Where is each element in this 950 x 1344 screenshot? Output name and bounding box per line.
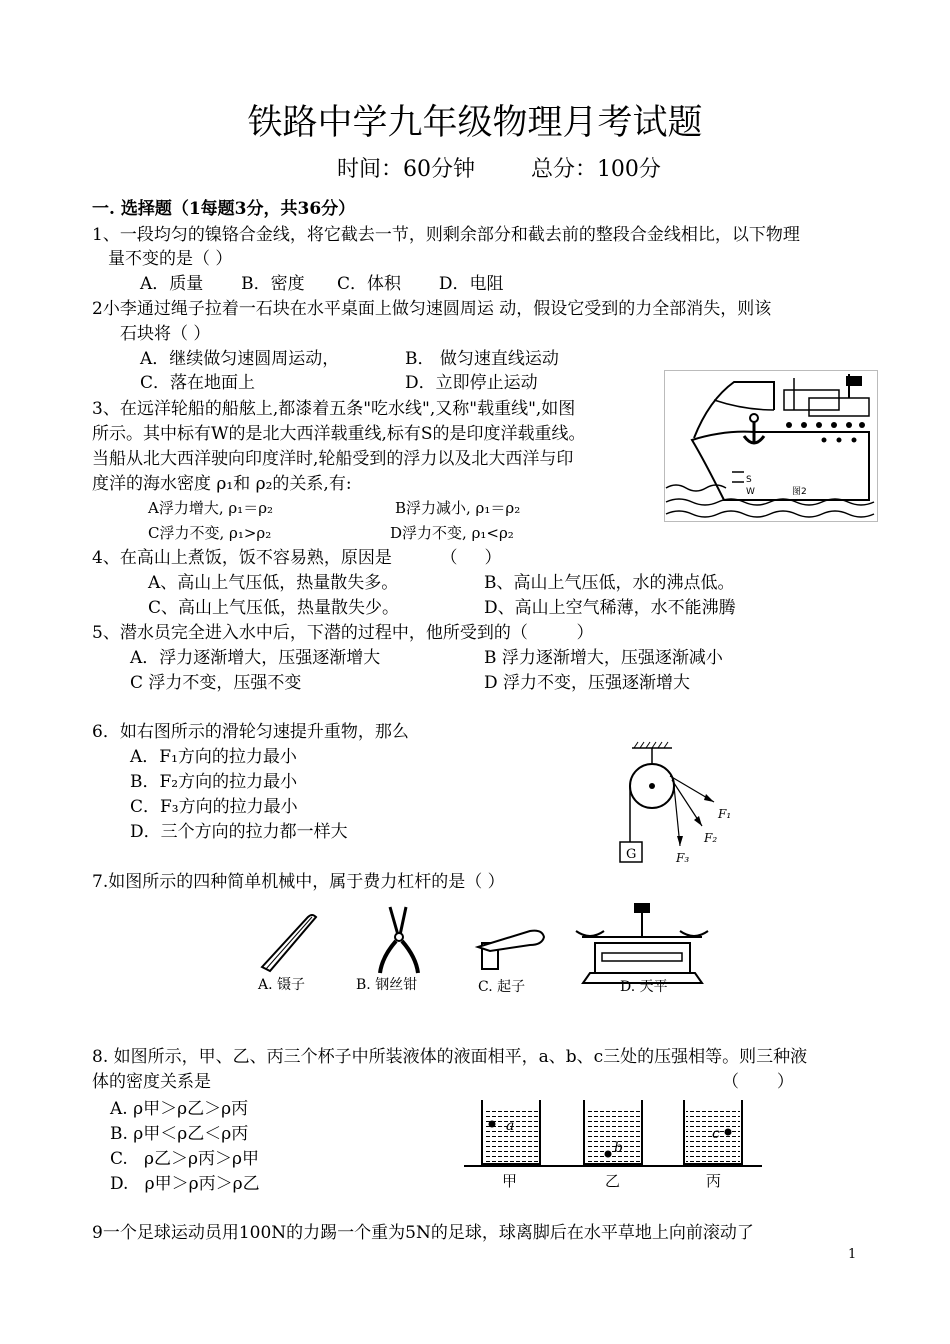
q4-option-b: B、高山上气压低，水的沸点低。 bbox=[484, 573, 735, 593]
load-line-s: S bbox=[746, 475, 752, 485]
q2-line1: 2小李通过绳子拉着一石块在水平桌面上做匀速圆周运 动，假设它受到的力全部消失，则该 bbox=[92, 299, 772, 319]
q8-option-a: A. ρ甲＞ρ乙＞ρ丙 bbox=[110, 1099, 249, 1119]
q3-line3: 当船从北大西洋驶向印度洋时,轮船受到的浮力以及北大西洋与印 bbox=[92, 449, 574, 469]
q5-line1: 5、潜水员完全进入水中后，下潜的过程中，他所受到的（ ） bbox=[92, 623, 594, 643]
q5-option-c: C 浮力不变，压强不变 bbox=[130, 673, 302, 693]
q6-option-c: C．F₃方向的拉力最小 bbox=[130, 797, 298, 817]
load-line-w: W bbox=[746, 487, 755, 497]
q4-option-a: A、高山上气压低，热量散失多。 bbox=[148, 573, 399, 593]
page-title: 铁路中学九年级物理月考试题 bbox=[247, 103, 703, 143]
q4-option-d: D、高山上空气稀薄，水不能沸腾 bbox=[484, 598, 736, 618]
force-f2: F₂ bbox=[704, 831, 718, 845]
q3-line1: 3、在远洋轮船的船舷上,都漆着五条"吃水线",又称"载重线",如图 bbox=[92, 399, 576, 419]
ship-figure bbox=[664, 370, 878, 522]
q8-answer-blank: （ ） bbox=[722, 1072, 794, 1092]
pulley-figure bbox=[610, 738, 750, 873]
q3-option-c: C浮力不变, ρ₁>ρ₂ bbox=[148, 524, 272, 542]
q8-option-c: C. ρ乙＞ρ丙＞ρ甲 bbox=[110, 1149, 259, 1169]
machine-b-label: B. 钢丝钳 bbox=[356, 977, 418, 993]
point-c: c bbox=[712, 1126, 720, 1142]
point-b: b bbox=[614, 1140, 623, 1156]
q9-line1: 9一个足球运动员用100N的力踢一个重为5N的足球，球离脚后在水平草地上向前滚动了 bbox=[92, 1223, 754, 1243]
q5-option-d: D 浮力不变，压强逐渐增大 bbox=[484, 673, 691, 693]
machines-figure bbox=[250, 895, 720, 1000]
q3-line4: 度洋的海水密度 ρ₁和 ρ₂的关系,有: bbox=[92, 474, 352, 494]
machine-c-label: C. 起子 bbox=[478, 979, 526, 995]
q4-option-c: C、高山上气压低，热量散失少。 bbox=[148, 598, 400, 618]
figure-label: 图2 bbox=[792, 487, 807, 497]
cups-figure bbox=[462, 1094, 764, 1194]
q6-option-d: D．三个方向的拉力都一样大 bbox=[130, 822, 348, 842]
q1-line1: 1、一段均匀的镍铬合金线，将它截去一节，则剩余部分和截去前的整段合金线相比，以下物理 bbox=[92, 225, 800, 245]
cup-yi-label: 乙 bbox=[605, 1172, 621, 1190]
q2-line2: 石块将（ ） bbox=[120, 324, 211, 344]
q2-option-c: C．落在地面上 bbox=[140, 373, 256, 393]
q6-option-a: A．F₁方向的拉力最小 bbox=[130, 747, 297, 767]
weight-g: G bbox=[626, 847, 637, 862]
force-f1: F₁ bbox=[718, 807, 732, 821]
q3-option-b: B浮力减小, ρ₁＝ρ₂ bbox=[395, 499, 521, 517]
point-a: a bbox=[506, 1118, 515, 1134]
q6-option-b: B．F₂方向的拉力最小 bbox=[130, 772, 298, 792]
q8-line2: 体的密度关系是 bbox=[92, 1072, 211, 1092]
section-heading: 一. 选择题（1每题3分，共36分） bbox=[92, 199, 356, 219]
q8-line1: 8. 如图所示，甲、乙、丙三个杯子中所装液体的液面相平，a、b、c三处的压强相等。则三种液 bbox=[92, 1047, 808, 1067]
q1-line2: 量不变的是（ ） bbox=[108, 249, 233, 269]
q4-line1: 4、在高山上煮饭，饭不容易熟，原因是 （ ） bbox=[92, 548, 502, 568]
q1-options: A．质量 B．密度 C．体积 D．电阻 bbox=[140, 274, 504, 294]
q2-option-a: A．继续做匀速圆周运动， bbox=[140, 349, 340, 369]
q3-option-d: D浮力不变, ρ₁<ρ₂ bbox=[390, 524, 514, 542]
exam-info: 时间：60分钟 总分：100分 bbox=[337, 157, 661, 182]
q3-line2: 所示。其中标有W的是北大西洋载重线,标有S的是印度洋载重线。 bbox=[92, 424, 586, 444]
cup-jia-label: 甲 bbox=[502, 1172, 518, 1190]
q2-option-d: D．立即停止运动 bbox=[405, 373, 538, 393]
page-number: 1 bbox=[848, 1247, 857, 1262]
q7-line1: 7.如图所示的四种简单机械中，属于费力杠杆的是（ ） bbox=[92, 872, 505, 892]
cup-bing-label: 丙 bbox=[706, 1172, 722, 1190]
machine-d-label: D. 天平 bbox=[620, 979, 668, 995]
q8-option-b: B. ρ甲＜ρ乙＜ρ丙 bbox=[110, 1124, 249, 1144]
q2-option-b: B． 做匀速直线运动 bbox=[405, 349, 559, 369]
q8-option-d: D. ρ甲＞ρ丙＞ρ乙 bbox=[110, 1174, 260, 1194]
force-f3: F₃ bbox=[676, 851, 690, 865]
q5-option-a: A．浮力逐渐增大，压强逐渐增大 bbox=[130, 648, 381, 668]
q5-option-b: B 浮力逐渐增大，压强逐渐减小 bbox=[484, 648, 723, 668]
q6-line1: 6．如右图所示的滑轮匀速提升重物，那么 bbox=[92, 722, 409, 742]
q3-option-a: A浮力增大, ρ₁＝ρ₂ bbox=[148, 499, 274, 517]
machine-a-label: A. 镊子 bbox=[258, 977, 306, 993]
